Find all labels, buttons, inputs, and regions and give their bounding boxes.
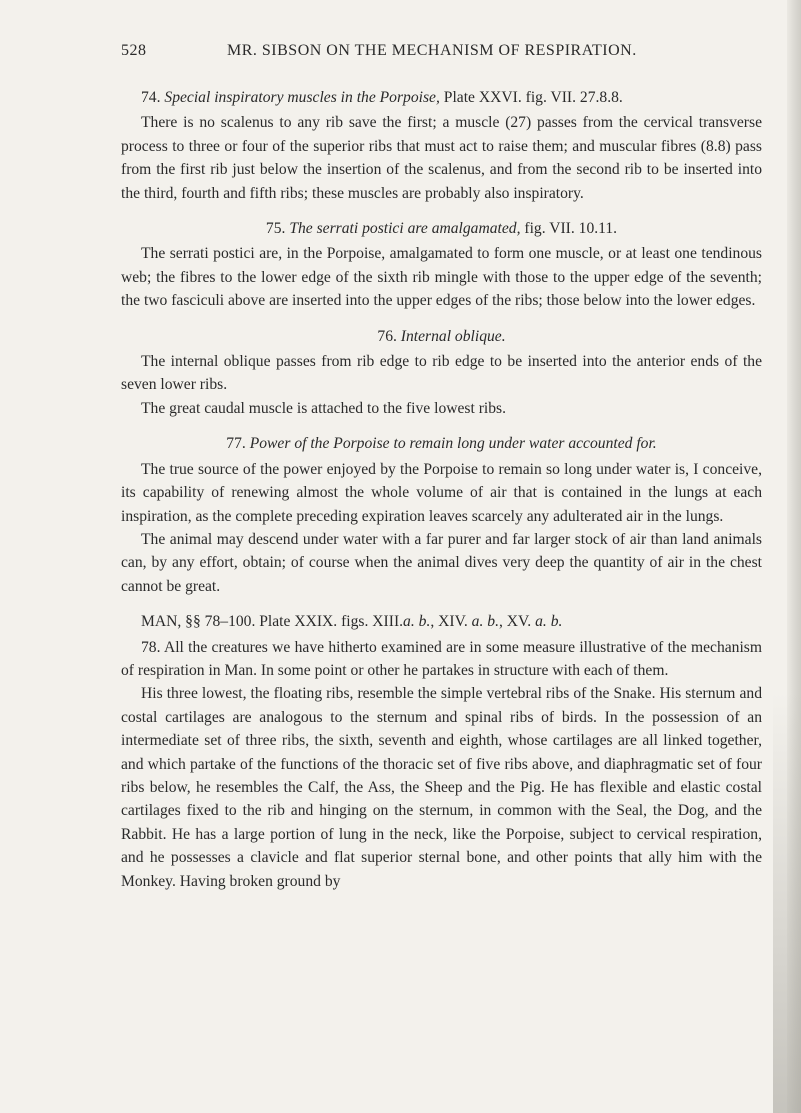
section-74-heading <box>121 86 762 109</box>
section-75-heading <box>121 217 762 240</box>
paragraph: The animal may descend under water with a far purer and far larger stock of air than land animals can, by any effort, obtain; of course when the animal dives very deep the quantity of air in the chest cannot be great. <box>121 530 762 595</box>
section-number: 74. <box>141 89 161 106</box>
section-number: 75. <box>265 220 286 238</box>
page-number: 528 <box>121 42 147 59</box>
figure-letter: a. <box>535 613 547 631</box>
section-number: 77. <box>226 435 246 453</box>
plate-reference: Plate XXVI. fig. VII. 27.8.8. <box>443 89 623 106</box>
paragraph <box>121 636 762 683</box>
section-number: 78. <box>141 638 161 656</box>
running-title: MR. SIBSON ON THE MECHANISM OF RESPIRATION. <box>227 42 637 59</box>
plate-reference: fig. VII. 10.11. <box>524 220 618 238</box>
section-number: 76. <box>377 327 397 345</box>
figure-letter: b. <box>418 613 431 631</box>
paragraph: The internal oblique passes from rib edge to rib edge to be inserted into the anterior ends of the seven lower ribs. <box>121 353 762 394</box>
man-section-heading <box>121 610 762 633</box>
section-77-heading <box>121 432 762 455</box>
section-title: Internal oblique. <box>400 327 506 345</box>
figure-letter: a. <box>471 613 484 631</box>
page-edge-shadow <box>773 693 801 1113</box>
paragraph-text: All the creatures we have hitherto examined are in some measure illustrative of the mechanism of respiration in Man. In some point or other he partakes in structure with each of them. <box>121 638 762 679</box>
section-title: Power of the Porpoise to remain long under water accounted for. <box>249 435 657 453</box>
figure-letter: a. <box>403 613 415 631</box>
section-76-heading <box>121 325 762 348</box>
figure-ref: , XIV. <box>430 613 468 631</box>
figure-ref: , XV. <box>498 613 532 631</box>
paragraph: The true source of the power enjoyed by the Porpoise to remain so long under water is, I conceive, its capability of renewing almost the whole volume of air that is contained in the lungs at each inspiration, as the complete preceding expiration leaves scarcely any adulterated air in the lungs. <box>121 460 762 525</box>
paragraph: The great caudal muscle is attached to the five lowest ribs. <box>141 399 507 417</box>
section-title: The serrati postici are amalgamated, <box>289 220 521 238</box>
section-title: Special inspiratory muscles in the Porpoise, <box>164 89 440 106</box>
figure-letter: b. <box>487 613 499 631</box>
man-heading-lead: MAN, §§ 78–100. Plate XXIX. figs. XIII. <box>141 613 404 631</box>
paragraph: There is no scalenus to any rib save the first; a muscle (27) passes from the cervical transverse process to three or four of the superior ribs that must act to raise them; and muscular fibres (8.8) pass from the first rib just below the insertion of the scalenus, and from the second rib to be inserted into the third, fourth and fifth ribs; these muscles are probably also inspiratory. <box>121 114 762 202</box>
body-text <box>121 86 762 893</box>
paragraph: The serrati postici are, in the Porpoise, amalgamated to form one muscle, or at least one tendinous web; the fibres to the lower edge of the sixth rib mingle with those to the upper edge of the seventh; the two fasciculi above are inserted into the upper edges of the ribs; those below into the lower edges. <box>121 245 762 310</box>
figure-letter: b. <box>550 613 563 631</box>
paragraph: His three lowest, the floating ribs, resemble the simple vertebral ribs of the Snake. His sternum and costal cartilages are analogous to the sternum and spinal ribs of birds. In the possession of an intermediate set of three ribs, the sixth, seventh and eighth, whose cartilages are all linked together, and which partake of the functions of the thoracic set of five ribs above, and diaphragmatic set of four ribs below, he resembles the Calf, the Ass, the Sheep and the Pig. He has flexible and elastic costal cartilages fixed to the rib and hinging on the sternum, in common with the Seal, the Dog, and the Rabbit. He has a large portion of lung in the neck, like the Porpoise, subject to cervical respiration, and he possesses a clavicle and flat superior sternal bone, and other points that ally him with the Monkey. Having broken ground by <box>121 685 762 890</box>
